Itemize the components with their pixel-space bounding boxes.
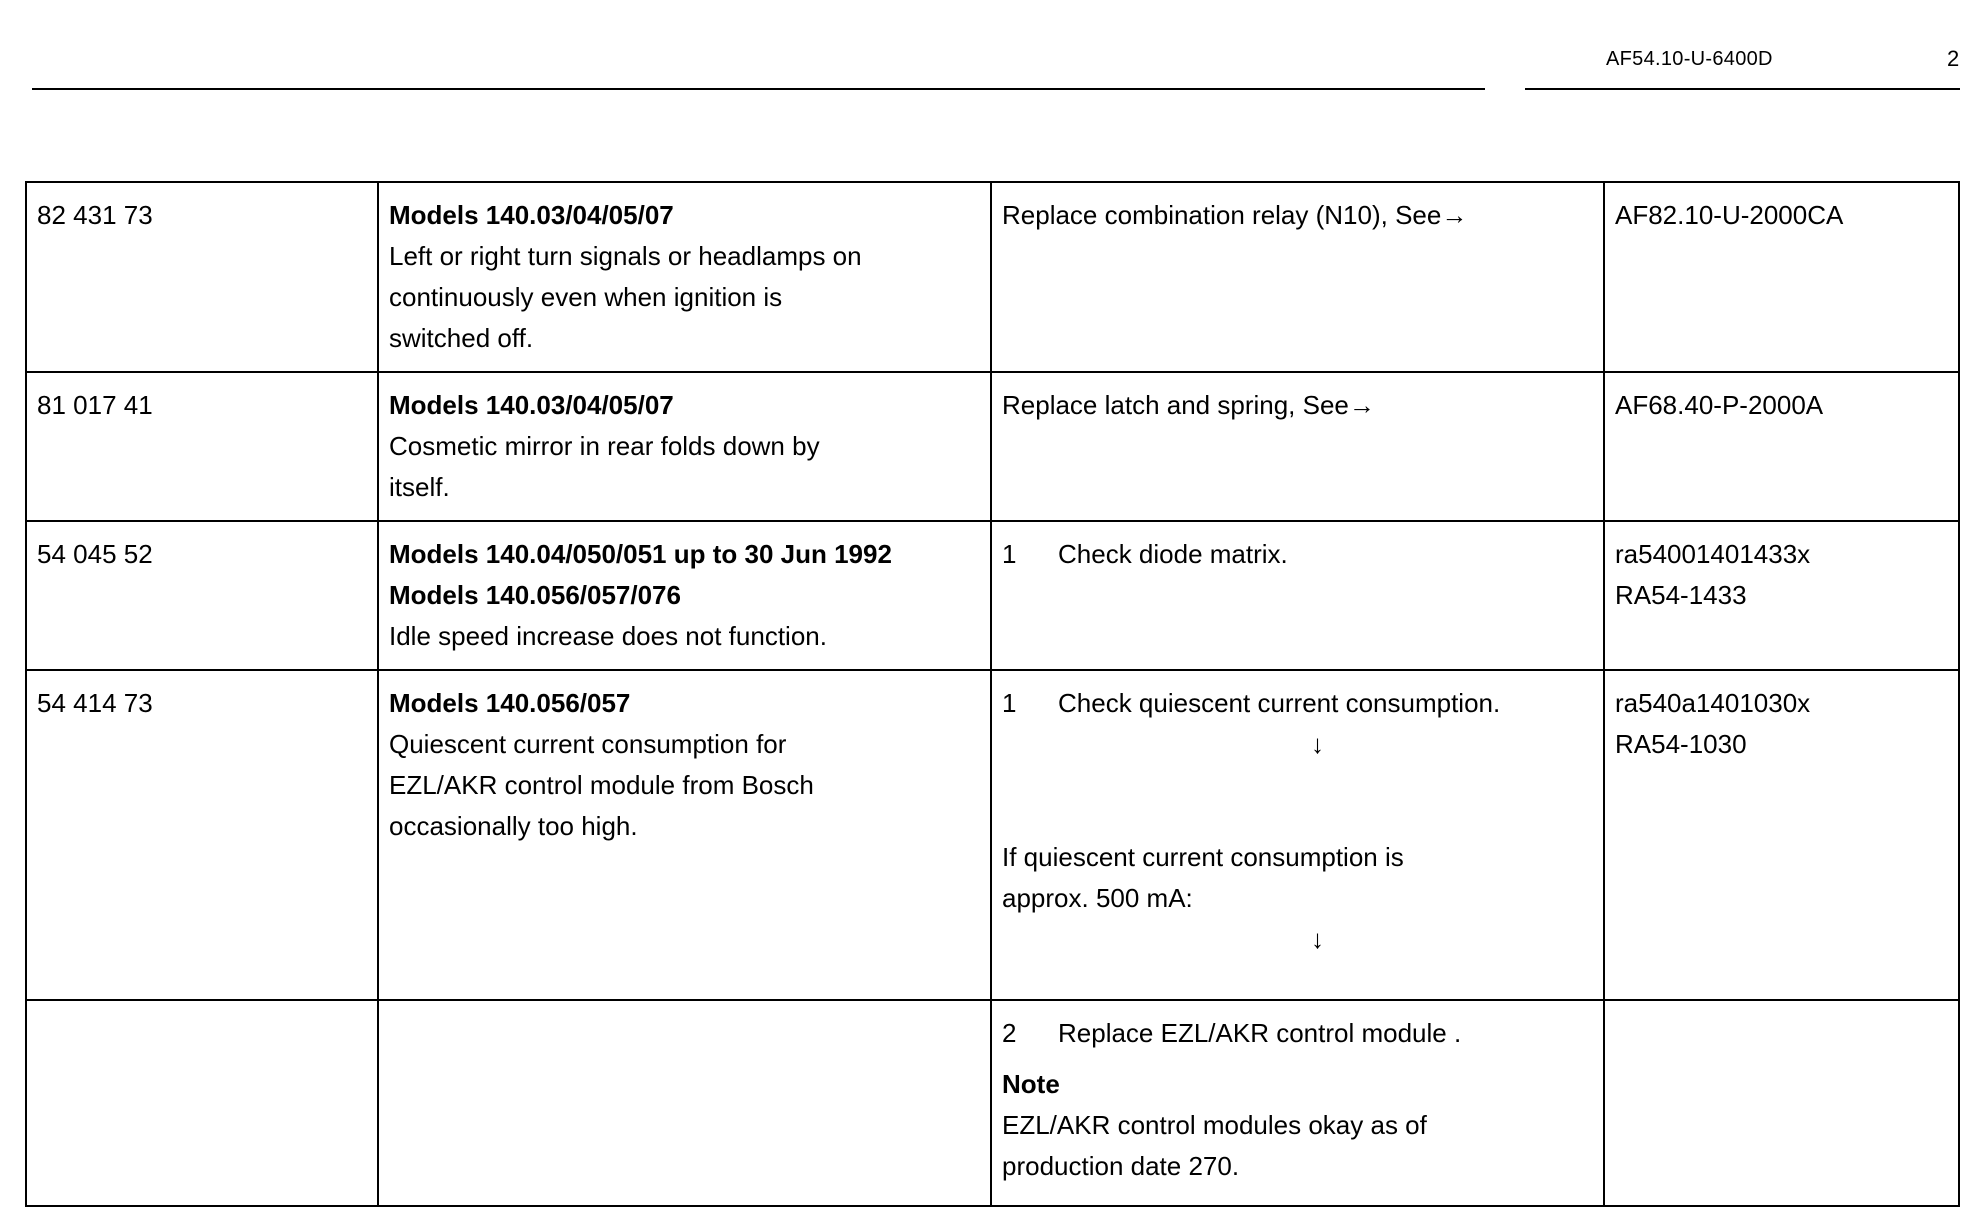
description-line: EZL/AKR control module from Bosch: [389, 770, 814, 800]
table-row: [26, 521, 1959, 670]
description-line: Left or right turn signals or headlamps on: [389, 241, 862, 271]
fault-code-cell: [26, 372, 378, 521]
remedy-step: [1002, 534, 1593, 575]
note-text: production date 270.: [1002, 1151, 1240, 1181]
fault-code: 54 414 73: [37, 688, 153, 718]
description-line: Idle speed increase does not function.: [389, 621, 827, 651]
remedy-action: Replace combination relay (N10), See→: [1002, 200, 1468, 230]
models-label: Models 140.03/04/05/07: [389, 390, 674, 420]
description-line: Cosmetic mirror in rear folds down by: [389, 431, 820, 461]
fault-description-cell: [378, 521, 991, 670]
table-row: [26, 182, 1959, 372]
header-rule-right: [1525, 88, 1960, 90]
remedy-action: Replace latch and spring, See→: [1002, 390, 1375, 420]
note-text: EZL/AKR control modules okay as of: [1002, 1110, 1427, 1140]
step-number: 2: [1002, 1018, 1017, 1048]
reference-cell: [1604, 182, 1959, 372]
fault-code-cell: [26, 670, 378, 1000]
table-row: [26, 1000, 1959, 1206]
models-label: Models 140.056/057: [389, 688, 631, 718]
reference-link[interactable]: RA54-1030: [1615, 729, 1747, 759]
document-code: AF54.10-U-6400D: [1606, 48, 1773, 70]
remedy-cell: [991, 182, 1604, 372]
fault-code-cell: [26, 1000, 378, 1206]
fault-description-cell: [378, 1000, 991, 1206]
reference-link[interactable]: ra54001401433x: [1615, 539, 1811, 569]
step-text: Check quiescent current consumption.: [1058, 688, 1501, 718]
remedy-cell: [991, 521, 1604, 670]
fault-code: 81 017 41: [37, 390, 153, 420]
remedy-cell: [991, 670, 1604, 1000]
step-number: 1: [1002, 539, 1017, 569]
remedy-step: [1002, 1013, 1593, 1054]
step-text: Check diode matrix.: [1058, 539, 1288, 569]
fault-description-cell: [378, 182, 991, 372]
condition-line: If quiescent current consumption is: [1002, 842, 1404, 872]
step-text: Replace EZL/AKR control module .: [1058, 1018, 1462, 1048]
reference-cell: [1604, 521, 1959, 670]
models-label: Models 140.056/057/076: [389, 580, 681, 610]
header-rule-left: [32, 88, 1485, 90]
description-line: itself.: [389, 472, 450, 502]
reference-cell: [1604, 372, 1959, 521]
reference-link[interactable]: ra540a1401030x: [1615, 688, 1811, 718]
reference-link[interactable]: RA54-1433: [1615, 580, 1747, 610]
remedy-cell: [991, 1000, 1604, 1206]
remedy-cell: [991, 372, 1604, 521]
down-arrow-icon: ↓: [1311, 729, 1324, 759]
remedy-step: [1002, 683, 1593, 724]
fault-code-cell: [26, 521, 378, 670]
reference-link[interactable]: AF68.40-P-2000A: [1615, 390, 1824, 420]
spacer: [1002, 1054, 1593, 1064]
down-arrow-icon: ↓: [1311, 924, 1324, 954]
note-label: Note: [1002, 1069, 1060, 1099]
fault-table: [25, 181, 1960, 1207]
spacer: [1002, 765, 1593, 837]
description-line: continuously even when ignition is: [389, 282, 783, 312]
models-label: Models 140.03/04/05/07: [389, 200, 674, 230]
fault-code: 82 431 73: [37, 200, 153, 230]
reference-link[interactable]: AF82.10-U-2000CA: [1615, 200, 1844, 230]
description-line: occasionally too high.: [389, 811, 638, 841]
models-label: Models 140.04/050/051 up to 30 Jun 1992: [389, 539, 892, 569]
reference-cell: [1604, 670, 1959, 1000]
reference-cell: [1604, 1000, 1959, 1206]
fault-code-cell: [26, 182, 378, 372]
fault-description-cell: [378, 372, 991, 521]
description-line: switched off.: [389, 323, 534, 353]
fault-description-cell: [378, 670, 991, 1000]
table-row: [26, 372, 1959, 521]
condition-line: approx. 500 mA:: [1002, 883, 1193, 913]
fault-code: 54 045 52: [37, 539, 153, 569]
page-number: 2: [1947, 46, 1960, 71]
step-number: 1: [1002, 688, 1017, 718]
table-row: [26, 670, 1959, 1000]
description-line: Quiescent current consumption for: [389, 729, 787, 759]
